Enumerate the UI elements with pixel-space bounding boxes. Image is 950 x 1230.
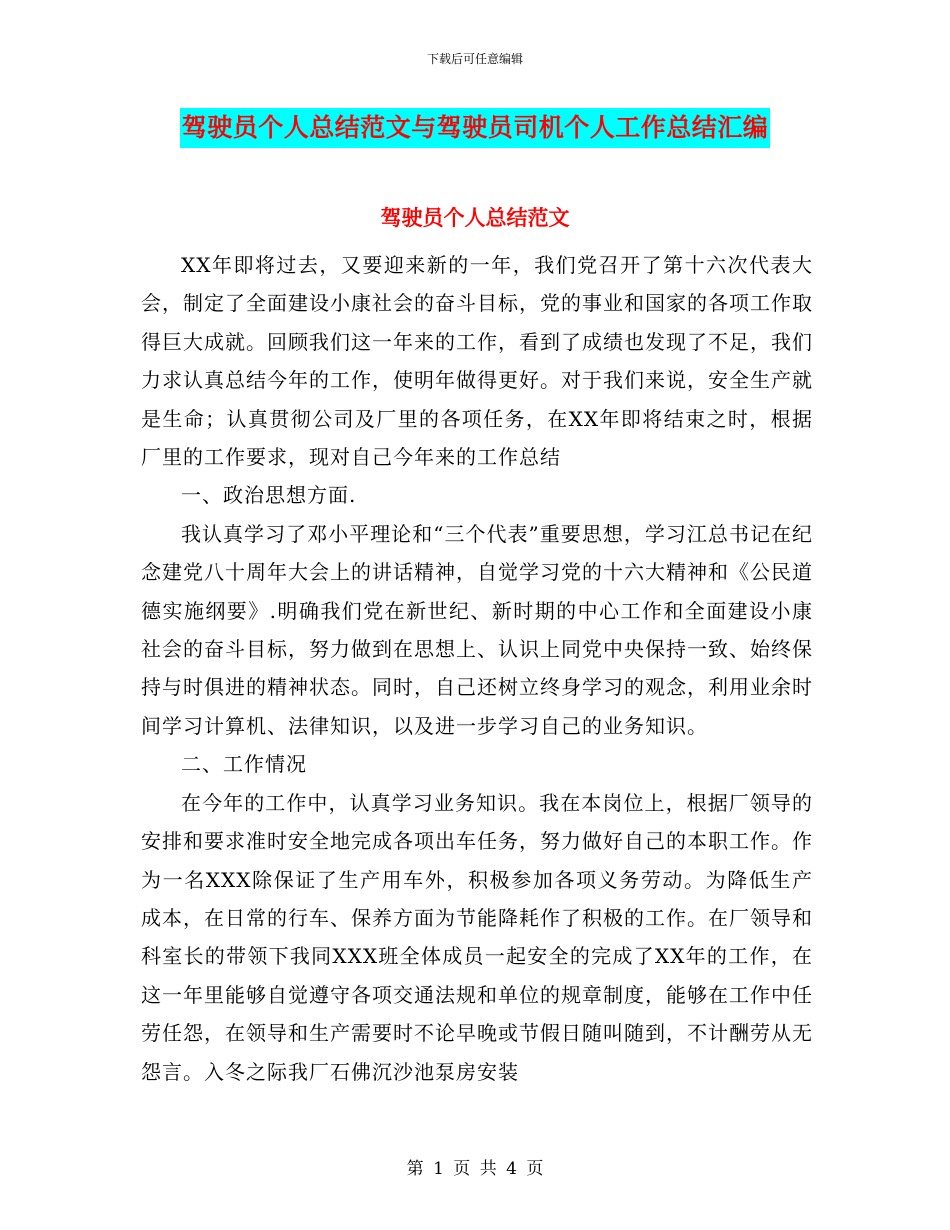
main-title-container — [0, 108, 950, 148]
page-number: 第 1 页 共 4 页 — [406, 1159, 544, 1179]
paragraph-intro: XX年即将过去，又要迎来新的一年，我们党召开了第十六次代表大会，制定了全面建设小康社会的奋斗目标，党的事业和国家的各项工作取得巨大成就。回顾我们这一年来的工作，看到了成绩也发现了不足，我们力求认真总结今年的工作，使明年做得更好。对于我们来说，安全生产就是生命；认真贯彻公司及厂里的各项任务，在XX年即将结束之时，根据厂里的工作要求，现对自己今年来的工作总结 — [141, 253, 813, 470]
paragraph-work: 在今年的工作中，认真学习业务知识。我在本岗位上，根据厂领导的安排和要求准时安全地完成各项出车任务，努力做好自己的本职工作。作为一名XXX除保证了生产用车外，积极参加各项义务劳动。为降低生产成本，在日常的行车、保养方面为节能降耗作了积极的工作。在厂领导和科室长的带领下我同XXX班全体成员一起安全的完成了XX年的工作，在这一年里能够自觉遵守各项交通法规和单位的规章制度，能够在工作中任劳任怨，在领导和生产需要时不论早晚或节假日随叫随到，不计酬劳从无怨言。入冬之际我厂石佛沉沙池泵房安装 — [141, 790, 813, 1084]
document-body — [141, 246, 813, 1091]
paragraph-political: 我认真学习了邓小平理论和“三个代表”重要思想，学习江总书记在纪念建党八十周年大会上的讲话精神，自觉学习党的十六大精神和《公民道德实施纲要》.明确我们党在新世纪、新时期的中心工作和全面建设小康社会的奋斗目标，努力做到在思想上、认识上同党中央保持一致、始终保持与时俱进的精神状态。同时，自己还树立终身学习的观念，利用业余时间学习计算机、法律知识，以及进一步学习自己的业务知识。 — [141, 521, 813, 738]
section-subtitle: 驾驶员个人总结范文 — [380, 205, 570, 230]
page-header-note: 下载后可任意编辑 — [426, 52, 523, 66]
main-title: 驾驶员个人总结范文与驾驶员司机个人工作总结汇编 — [180, 108, 771, 148]
section-heading-political: 一、政治思想方面. — [181, 483, 357, 508]
section-heading-work: 二、工作情况 — [181, 752, 307, 777]
